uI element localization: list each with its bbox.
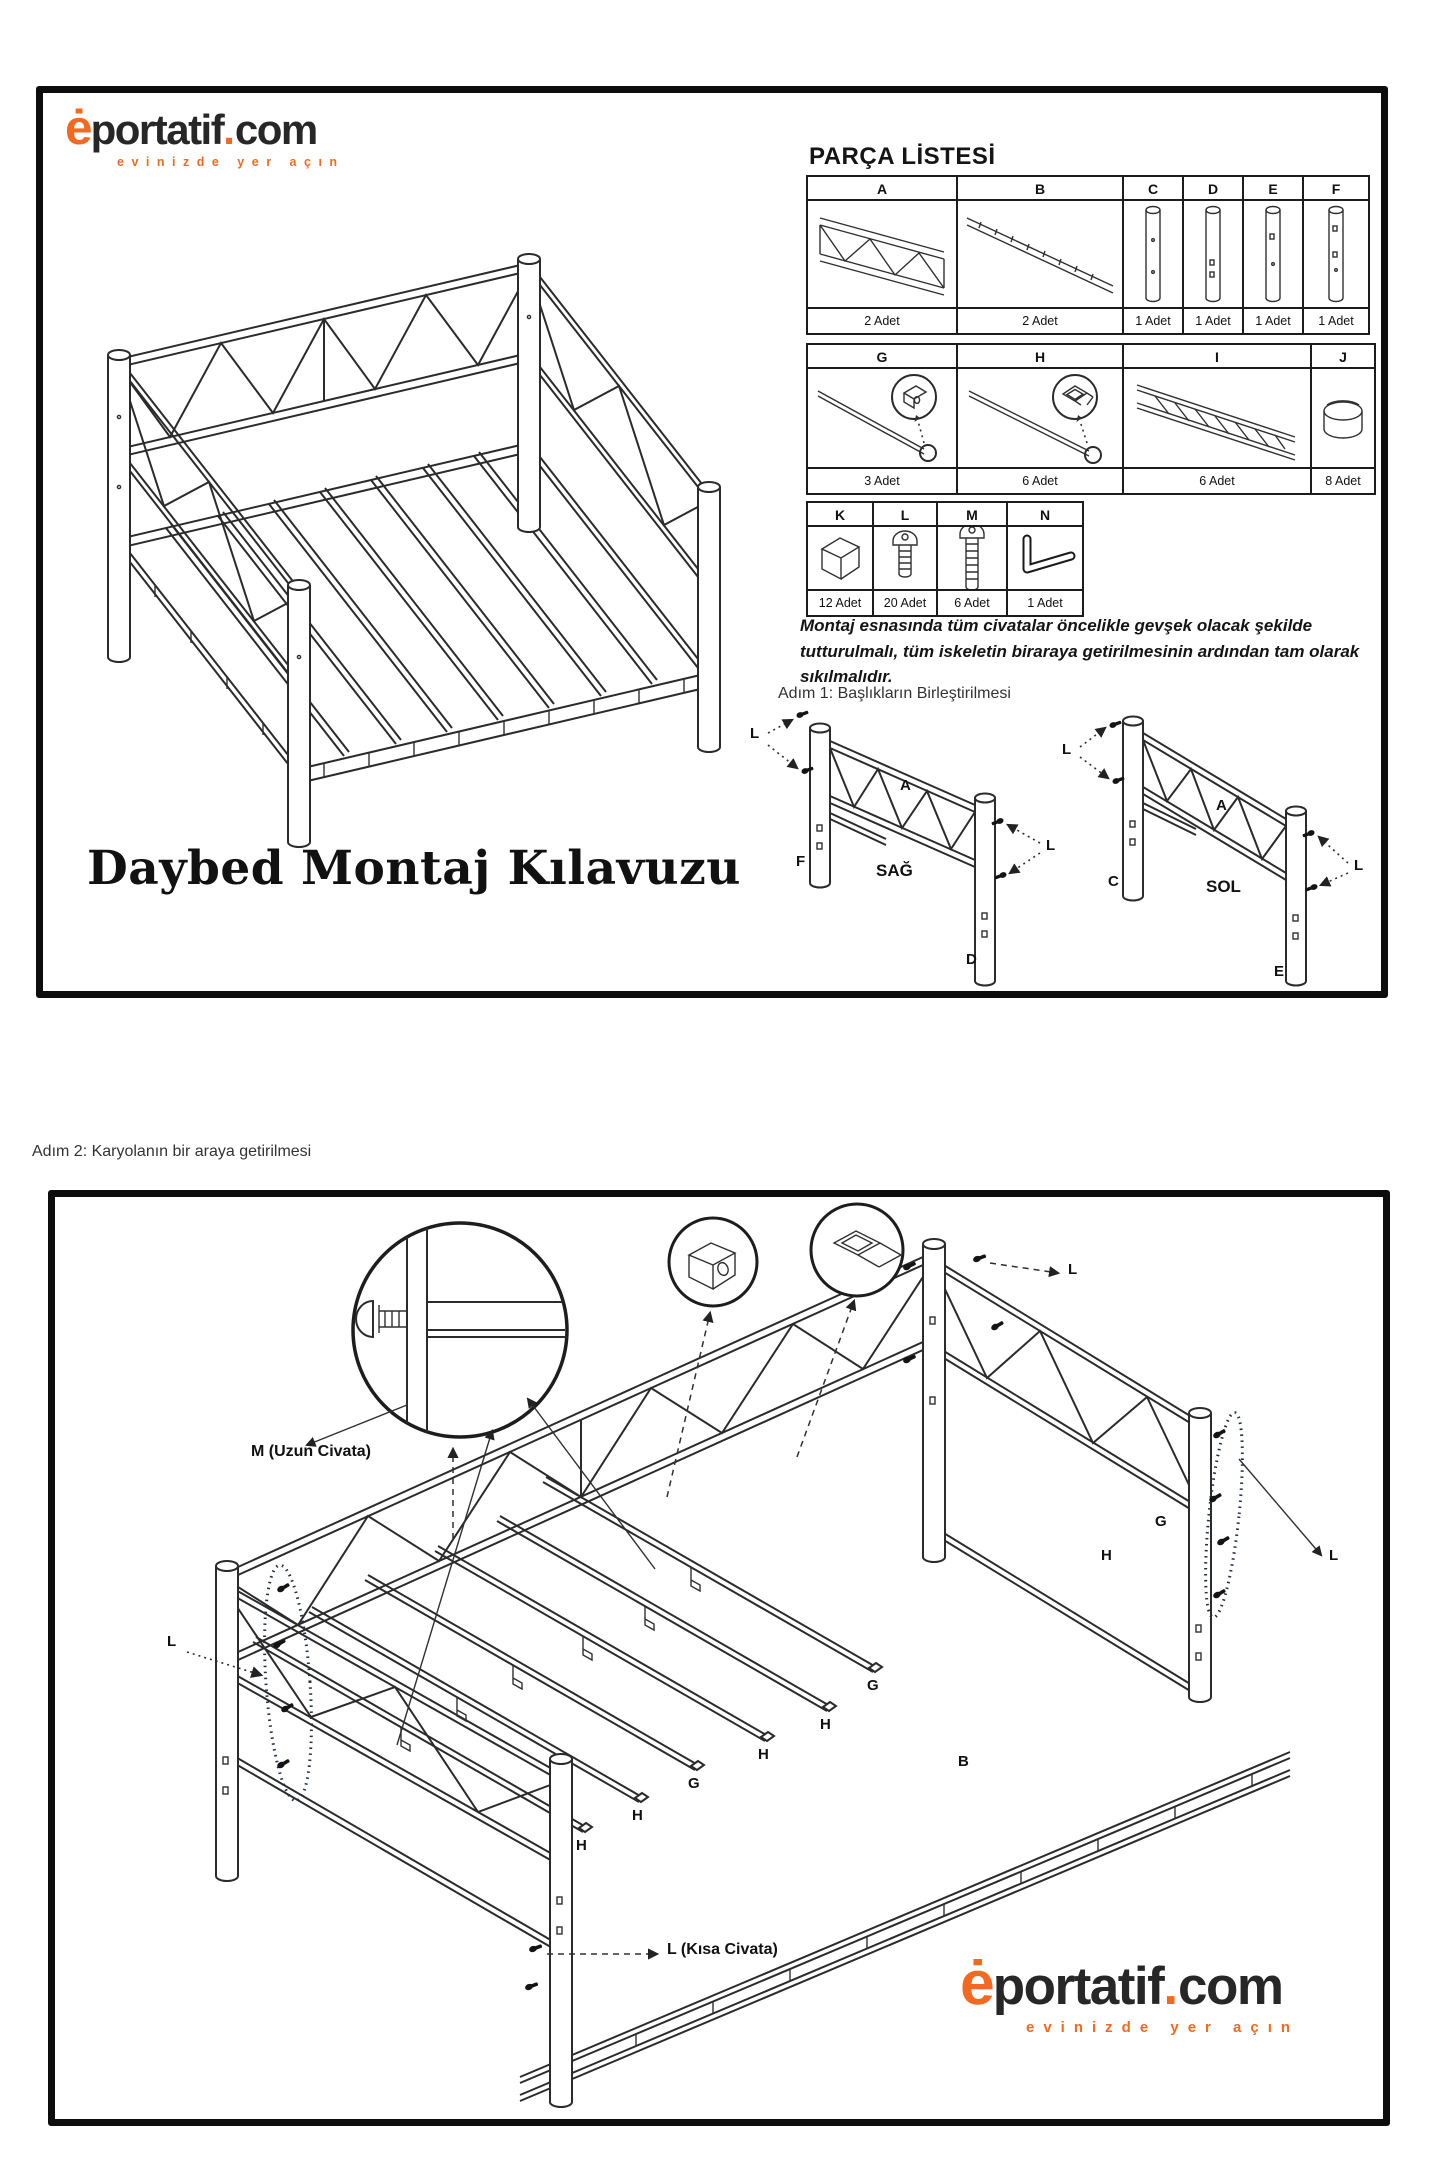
label-l: L <box>167 1633 177 1650</box>
brand-e-icon: ė <box>65 99 93 155</box>
part-id: E <box>1244 177 1302 201</box>
part-icon-i-ladder-truss <box>1129 369 1305 469</box>
part-qty: 1 Adet <box>1255 314 1291 328</box>
label-g: G <box>867 1677 879 1694</box>
part-id: J <box>1312 345 1374 369</box>
label-h: H <box>820 1716 831 1733</box>
part-qty: 6 Adet <box>1022 474 1058 488</box>
label-l-bolt: L <box>1354 857 1364 874</box>
detail-circle-long-bolt <box>353 1223 570 1437</box>
brand-logo <box>960 1948 1300 2036</box>
parts-table-row3 <box>806 501 1084 617</box>
part-id: N <box>1008 503 1082 527</box>
label-l-bolt: L <box>1046 837 1056 854</box>
step1-heading: Adım 1: Başlıkların Birleştirilmesi <box>778 685 1011 702</box>
brand-tagline: evinizde yer açın <box>117 155 345 169</box>
part-icon-l-short-bolt <box>878 527 932 591</box>
label-long-bolt: M (Uzun Civata) <box>251 1443 371 1460</box>
label-g: G <box>1155 1513 1167 1530</box>
label-post-f: F <box>796 853 806 870</box>
part-cell-a <box>808 177 958 333</box>
detail-circle-nut <box>669 1218 757 1306</box>
part-cell-f <box>1304 177 1368 333</box>
part-icon-c-post <box>1133 201 1173 308</box>
part-icon-h-slat-open <box>963 369 1118 469</box>
step1-sol-diagram <box>1048 701 1400 991</box>
label-short-bolt: L (Kısa Civata) <box>667 1941 778 1958</box>
label-h: H <box>758 1746 769 1763</box>
part-qty: 20 Adet <box>883 596 927 610</box>
part-icon-g-slat-closed <box>812 369 952 469</box>
brand-dot: . <box>223 106 235 153</box>
part-id: L <box>874 503 936 527</box>
part-cell-g <box>808 345 958 493</box>
label-l: L <box>1329 1547 1339 1564</box>
sheet-2 <box>48 1190 1390 2126</box>
parts-table-row2 <box>806 343 1376 495</box>
parts-list-title: PARÇA LİSTESİ <box>809 143 996 170</box>
part-qty: 1 Adet <box>1027 596 1063 610</box>
label-sol: SOL <box>1206 877 1241 896</box>
part-qty: 1 Adet <box>1135 314 1171 328</box>
label-post-e: E <box>1274 963 1285 980</box>
part-cell-h <box>958 345 1124 493</box>
brand-tld: com <box>234 106 317 153</box>
part-id: H <box>958 345 1122 369</box>
brand-dot: . <box>1163 1957 1179 2016</box>
brand-tld: com <box>1178 1957 1283 2016</box>
part-id: I <box>1124 345 1310 369</box>
label-sag: SAĞ <box>876 861 913 880</box>
part-cell-j <box>1312 345 1374 493</box>
part-id: D <box>1184 177 1242 201</box>
part-icon-a-truss-panel <box>812 201 952 308</box>
step1-sol-svg <box>1048 701 1400 991</box>
step1-sag-diagram <box>738 695 1083 991</box>
part-cell-e <box>1244 177 1304 333</box>
step1-sag-svg <box>738 695 1083 991</box>
brand-tagline: evinizde yer açın <box>1026 2019 1300 2036</box>
label-h: H <box>576 1837 587 1854</box>
part-qty: 2 Adet <box>864 314 900 328</box>
part-id: B <box>958 177 1122 201</box>
label-l-bolt: L <box>750 725 760 742</box>
daybed-overview-drawing <box>47 187 759 869</box>
part-id: K <box>808 503 872 527</box>
step2-heading: Adım 2: Karyolanın bir araya getirilmesi <box>32 1143 312 1160</box>
part-cell-l <box>874 503 938 615</box>
part-qty: 6 Adet <box>1199 474 1235 488</box>
page-title: Daybed Montaj Kılavuzu <box>87 841 741 896</box>
part-id: M <box>938 503 1006 527</box>
label-l: L <box>1068 1261 1078 1278</box>
part-qty: 6 Adet <box>954 596 990 610</box>
part-cell-n <box>1008 503 1082 615</box>
label-post-d: D <box>966 951 977 968</box>
brand-e-icon: ė <box>960 1948 995 2018</box>
parts-table-row1 <box>806 175 1370 335</box>
part-icon-b-side-rail <box>961 201 1119 308</box>
part-cell-m <box>938 503 1008 615</box>
part-qty: 12 Adet <box>818 596 862 610</box>
part-id: A <box>808 177 956 201</box>
part-cell-i <box>1124 345 1312 493</box>
part-qty: 1 Adet <box>1195 314 1231 328</box>
part-icon-n-allen-key <box>1013 527 1077 591</box>
brand-word: portatif <box>992 1957 1164 2016</box>
part-icon-m-long-bolt <box>944 527 1000 591</box>
part-cell-c <box>1124 177 1184 333</box>
detail-circle-tube-end <box>811 1204 903 1296</box>
label-h: H <box>632 1807 643 1824</box>
part-icon-k-nut-box <box>812 527 868 591</box>
brand-logo <box>65 99 345 169</box>
daybed-overview-svg <box>47 187 759 869</box>
part-qty: 3 Adet <box>864 474 900 488</box>
part-icon-j-cap <box>1317 369 1369 469</box>
part-icon-d-post <box>1193 201 1233 308</box>
part-qty: 8 Adet <box>1325 474 1361 488</box>
label-post-c: C <box>1108 873 1119 890</box>
part-id: F <box>1304 177 1368 201</box>
post-icons <box>108 254 720 847</box>
part-qty: 1 Adet <box>1318 314 1354 328</box>
part-qty: 2 Adet <box>1022 314 1058 328</box>
label-l-bolt: L <box>1062 741 1072 758</box>
part-cell-d <box>1184 177 1244 333</box>
part-cell-b <box>958 177 1124 333</box>
part-id: G <box>808 345 956 369</box>
part-icon-f-post <box>1316 201 1356 308</box>
assembly-note: Montaj esnasında tüm civatalar öncelikle gevşek olacak şekilde tutturulmalı, tüm iskeletin biraraya getirilmesinin ardından tam olarak sıkılmalıdır. <box>800 616 1360 686</box>
sheet-1 <box>36 86 1388 998</box>
part-icon-e-post <box>1253 201 1293 308</box>
part-id: C <box>1124 177 1182 201</box>
label-panel-a: A <box>1216 797 1227 814</box>
label-g: G <box>688 1775 700 1792</box>
label-b: B <box>958 1753 969 1770</box>
part-cell-k <box>808 503 874 615</box>
label-panel-a: A <box>900 777 911 794</box>
label-h: H <box>1101 1547 1112 1564</box>
brand-word: portatif <box>90 106 224 153</box>
